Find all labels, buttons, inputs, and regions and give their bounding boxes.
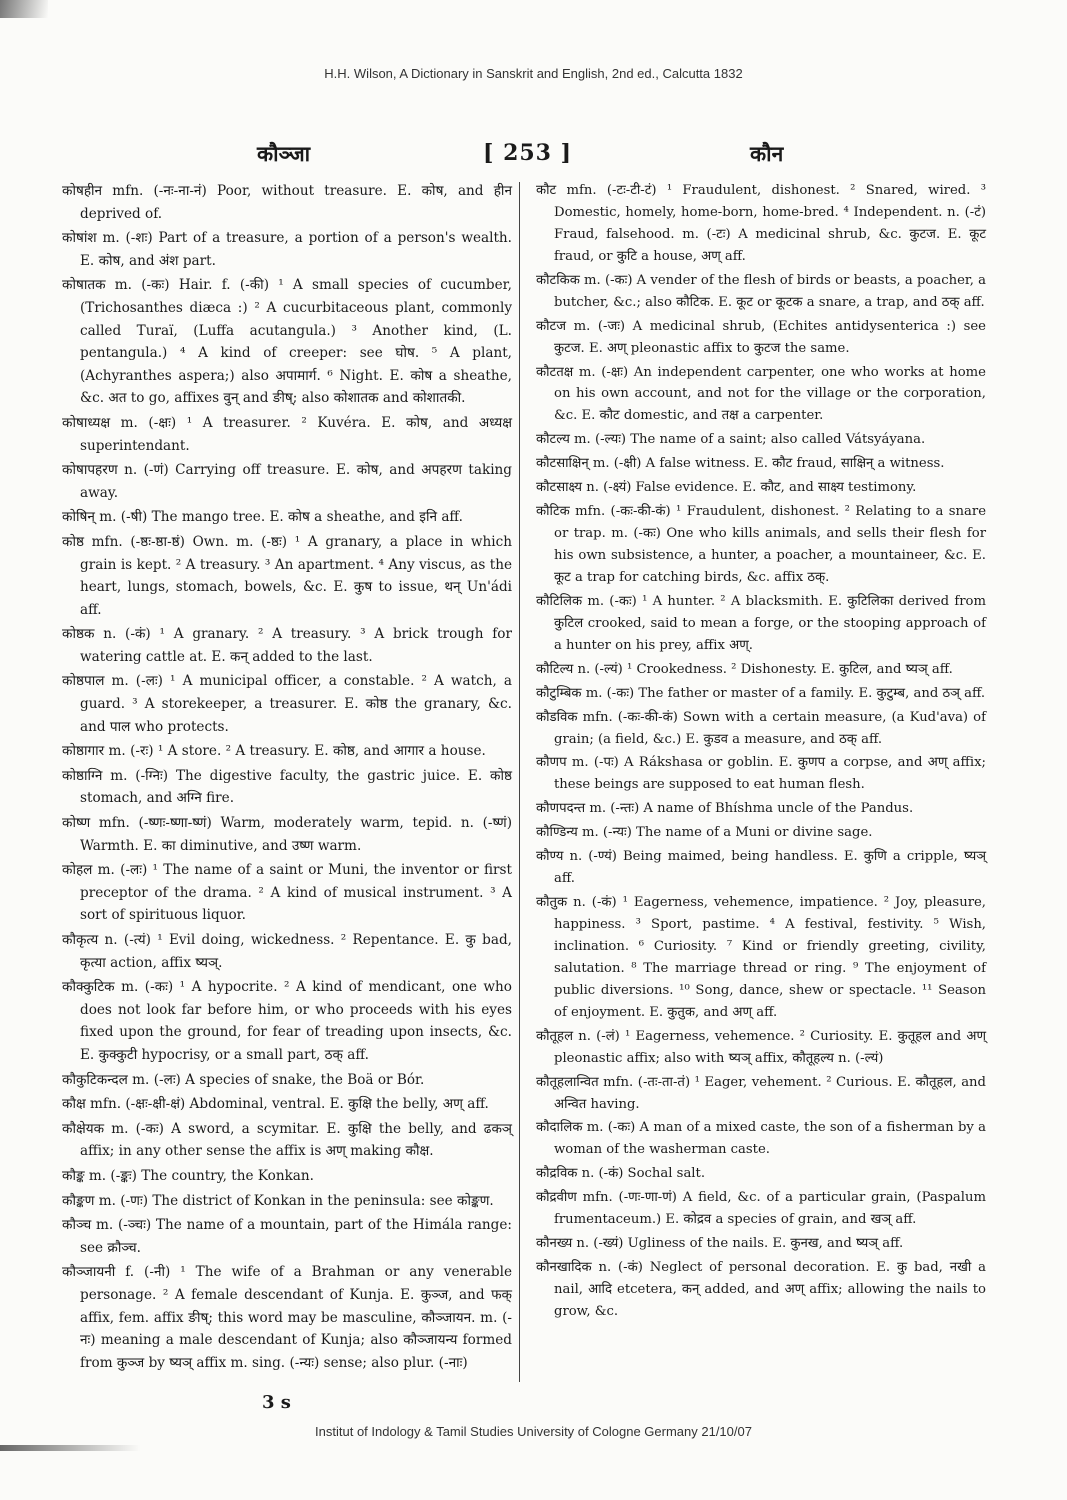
dictionary-entry: कोष्ठ mfn. (-ष्ठः-ष्ठा-ष्ठं) Own. m. (-ष्ठः) ¹ A granary, a place in which grain is kept. ² A treasury. ³ An apartment. ⁴ Any viscus, as the heart, lungs, stomach, bowels, &c. E. कुष to issue, थन् Un'ádi aff. — [62, 533, 512, 618]
dictionary-entry: कोष्ठागार m. (-रः) ¹ A store. ² A treasury. E. कोष्ठ, and आगार a house. — [62, 743, 486, 760]
right-column — [536, 180, 986, 1325]
dictionary-entry: कौण्डिन्य m. (-न्यः) The name of a Muni or divine sage. — [536, 825, 873, 841]
dictionary-entry: कौटकिक m. (-कः) A vender of the flesh of birds or beasts, a poacher, a butcher, &c.; also कौटिक. E. कूट or कूटक a snare, a trap, and ठक् aff. — [536, 272, 986, 310]
dictionary-entry: कोष्ण mfn. (-ष्णः-ष्णा-ष्णं) Warm, moderately warm, tepid. n. (-ष्णं) Warmth. E. का diminutive, and उष्ण warm. — [62, 815, 512, 854]
dictionary-entry: कौक्कुटिक m. (-कः) ¹ A hypocrite. ² A kind of mendicant, one who does not look far before him, or who proceeds with his eyes fixed upon the ground, for fear of treading upon insects, &c. E. कुक्कुटी hypocrisy, or a small part, ठक् aff. — [62, 979, 512, 1063]
dictionary-entry: कोष्ठपाल m. (-लः) ¹ A municipal officer, a constable. ² A watch, a guard. ³ A storekeeper, a treasurer. E. कोष्ठ the granary, &c. and पाल who protects. — [62, 673, 512, 735]
signature-mark: 3 s — [262, 1392, 291, 1413]
left-column — [62, 180, 512, 1376]
dictionary-entry: कोषापहरण n. (-णं) Carrying off treasure. E. कोष, and अपहरण taking away. — [62, 462, 512, 501]
dictionary-entry: कौटिल्य n. (-ल्यं) ¹ Crookedness. ² Dishonesty. E. कुटिल, and ष्यञ् aff. — [536, 661, 953, 677]
dictionary-entry: कौटसाक्षिन् m. (-क्षी) A false witness. E. कौट fraud, साक्षिन् a witness. — [536, 456, 945, 472]
page-number: [ 253 ] — [483, 140, 573, 166]
dictionary-entry: कौनख्य n. (-ख्यं) Ugliness of the nails. E. कुनख, and ष्यञ् aff. — [536, 1236, 904, 1252]
dictionary-entry: कौकृत्य n. (-त्यं) ¹ Evil doing, wickedness. ² Repentance. E. कु bad, कृत्या action, affix ष्यञ्. — [62, 932, 512, 971]
dictionary-entry: कोहल m. (-लः) ¹ The name of a saint or Muni, the inventor or first preceptor of the drama. ² A kind of musical instrument. ³ A sort of spirituous liquor. — [62, 862, 512, 924]
dictionary-entry: कोषातक m. (-कः) Hair. f. (-की) ¹ A small species of cucumber, (Trichosanthes diæca :) ² A cucurbitaceous plant, commonly called Turaï, (Luffa acutangula.) ³ Another kind, (L. pentangula.) ⁴ A kind of creeper: see घोष. ⁵ A plant, (Achyranthes aspera;) also अपामार्ग. ⁶ Night. E. कोष a sheathe, &c. अत to go, affixes वुन् and ङीष्; also कोशातक and कोशातकी. — [62, 277, 512, 407]
dictionary-entry: कौण्य n. (-ण्यं) Being maimed, being handless. E. कुणि a cripple, ष्यञ् aff. — [536, 849, 986, 887]
scan-speck — [0, 1445, 140, 1451]
dictionary-entry: कौञ्जायनी f. (-नी) ¹ The wife of a Brahman or any venerable personage. ² A female descendant of Kunja. E. कुञ्ज, and फक् affix, fem. affix ङीष्; this word may be masculine, कौञ्जायन. m. (-नः) meaning a male descendant of Kunja; also कौञ्जायन्य formed from कुञ्ज by ष्यञ् affix m. sing. (-न्यः) sense; also plur. (-नाः) — [62, 1264, 512, 1371]
dictionary-entry: कौडविक mfn. (-कः-की-कं) Sown with a certain measure, (a Kud'ava) of grain; (a field, &c.) E. कुडव a measure, and ठक् aff. — [536, 709, 986, 747]
dictionary-entry: कौट mfn. (-टः-टी-टं) ¹ Fraudulent, dishonest. ² Snared, wired. ³ Domestic, homely, home-born, home-bred. ⁴ Independent. n. (-टं) Fraud, falsehood. m. (-टः) A medicinal shrub, &c. कुटज. E. कूट fraud, or कुटि a house, अण् aff. — [536, 183, 986, 264]
dictionary-entry: कौटिक mfn. (-कः-की-कं) ¹ Fraudulent, dishonest. ² Relating to a snare or trap. m. (-कः) One who kills animals, and sells their flesh for his own subsistence, a hunter, a poacher, a mountaineer, &c. E. कूट a trap for catching birds, &c. affix ठक्. — [536, 504, 986, 585]
last-headword: कौन — [750, 141, 784, 166]
dictionary-entry: कौनखादिक n. (-कं) Neglect of personal decoration. E. कु bad, नखी a nail, आदि etcetera, कन् added, and अण् affix; allowing the nails to grow, &c. — [536, 1260, 986, 1319]
first-headword: कौञ्जा — [257, 141, 311, 166]
dictionary-entry: कौक्ष mfn. (-क्षः-क्षी-क्षं) Abdominal, ventral. E. कुक्षि the belly, अण् aff. — [62, 1096, 489, 1113]
dictionary-entry: कौणपदन्त m. (-न्तः) A name of Bhíshma uncle of the Pandus. — [536, 801, 914, 817]
dictionary-entry: कौकुटिकन्दल m. (-लः) A species of snake, the Boä or Bór. — [62, 1071, 425, 1088]
column-divider — [519, 182, 520, 1382]
source-header: H.H. Wilson, A Dictionary in Sanskrit and English, 2nd ed., Calcutta 1832 — [324, 66, 743, 81]
dictionary-entry: कौटतक्ष m. (-क्षः) An independent carpenter, one who works at home on his own account, and not for the village or the corporation, &c. E. कौट domestic, and तक्ष a carpenter. — [536, 364, 986, 424]
dictionary-entry: कौटज m. (-जः) A medicinal shrub, (Echites antidysenterica :) see कुटज. E. अण् pleonastic affix to कुटज the same. — [536, 318, 986, 356]
dictionary-entry: कौटसाक्ष्य n. (-क्ष्यं) False evidence. E. कौट, and साक्ष्य testimony. — [536, 480, 917, 496]
dictionary-entry: कौटल्य m. (-ल्यः) The name of a saint; also called Vátsyáyana. — [536, 432, 926, 448]
dictionary-entry: कोष्ठाग्नि m. (-ग्निः) The digestive faculty, the gastric juice. E. कोष्ठ stomach, and अग्नि fire. — [62, 767, 512, 807]
dictionary-entry: कौतूहल n. (-लं) ¹ Eagerness, vehemence. ² Curiosity. E. कुतूहल and अण् pleonastic affix; also with ष्यञ् affix, कौतूहल्य n. (-ल्यं) — [536, 1028, 986, 1066]
dictionary-entry: कौटुम्बिक m. (-कः) The father or master of a family. E. कुटुम्ब, and ठञ् aff. — [536, 685, 986, 701]
dictionary-entry: कोषहीन mfn. (-नः-ना-नं) Poor, without treasure. E. कोष, and हीन deprived of. — [62, 183, 512, 222]
dictionary-entry: कोषांश m. (-शः) Part of a treasure, a portion of a person's wealth. E. कोष, and अंश part. — [62, 230, 512, 269]
scan-speck — [0, 0, 48, 18]
source-footer: Institut of Indology & Tamil Studies University of Cologne Germany 21/10/07 — [315, 1424, 752, 1439]
dictionary-entry: कौटिलिक m. (-कः) ¹ A hunter. ² A blacksmith. E. कुटिलिका derived from कुटिल crooked, said to mean a forge, or the stooping approach of a hunter on his prey, affix अण्. — [536, 593, 986, 653]
dictionary-entry: कौद्रवीण mfn. (-णः-णा-णं) A field, &c. of a particular grain, (Paspalum frumentaceum.) E. कोद्रव a species of grain, and खञ् aff. — [536, 1190, 986, 1228]
dictionary-entry: कौतूहलान्वित mfn. (-तः-ता-तं) ¹ Eager, vehement. ² Curious. E. कौतूहल, and अन्वित having. — [536, 1074, 986, 1112]
dictionary-entry: कौदालिक m. (-कः) A man of a mixed caste, the son of a fisherman by a woman of the washerman caste. — [536, 1120, 986, 1158]
dictionary-entry: कोषिन् m. (-षी) The mango tree. E. कोष a sheathe, and इनि aff. — [62, 509, 463, 526]
dictionary-entry: कौङ्क m. (-ङ्कः) The country, the Konkan. — [62, 1167, 314, 1184]
dictionary-entry: कोष्ठक n. (-कं) ¹ A granary. ² A treasury. ³ A brick trough for watering cattle at. E. कन् added to the last. — [62, 626, 512, 665]
dictionary-entry: कौद्रविक n. (-कं) Sochal salt. — [536, 1166, 706, 1182]
dictionary-entry: कौङ्कण m. (-णः) The district of Konkan in the peninsula: see कोङ्कण. — [62, 1192, 494, 1209]
dictionary-entry: कौञ्च m. (-ञ्चः) The name of a mountain, part of the Himála range: see क्रौञ्च. — [62, 1217, 512, 1256]
dictionary-entry: कौतुक n. (-कं) ¹ Eagerness, vehemence, impatience. ² Joy, pleasure, happiness. ³ Sport, pastime. ⁴ A festival, festivity. ⁵ Wish, inclination. ⁶ Curiosity. ⁷ Kind or friendly greeting, civility, salutation. ⁸ The marriage thread or ring. ⁹ The enjoyment of public diversions. ¹⁰ Song, dance, shew or spectacle. ¹¹ Season of enjoyment. E. कुतुक, and अण् aff. — [536, 895, 986, 1020]
dictionary-entry: कोषाध्यक्ष m. (-क्षः) ¹ A treasurer. ² Kuvéra. E. कोष, and अध्यक्ष superintendant. — [62, 414, 512, 454]
dictionary-entry: कौणप m. (-पः) A Rákshasa or goblin. E. कुणप a corpse, and अण् affix; these beings are supposed to eat human flesh. — [536, 755, 986, 793]
dictionary-entry: कौक्षेयक m. (-कः) A sword, a scymitar. E. कुक्षि the belly, and ढकञ् affix; in any other sense the affix is अण् making कौक्ष. — [62, 1120, 512, 1160]
